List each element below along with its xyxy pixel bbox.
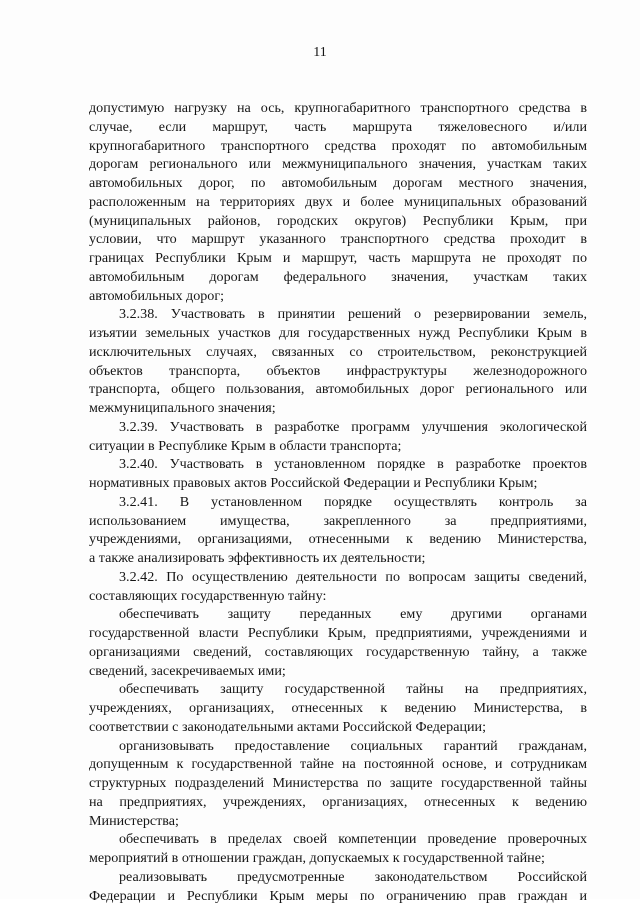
text-line: автомобильных дорог, по автомобильным дорогам местного значения, — [89, 174, 587, 193]
text-line: Федерации и Республики Крым меры по ограничению прав граждан и — [89, 887, 587, 905]
text-line: случае, если маршрут, часть маршрута тяжеловесного и/или — [89, 118, 587, 137]
text-line: структурных подразделений Министерства по защите государственной тайны — [89, 774, 587, 793]
text-line: на предприятиях, учреждениях, организациях, отнесенных к ведению — [89, 793, 587, 812]
text-line: учреждениях, организациях, отнесенных к ведению Министерства, в — [89, 699, 587, 718]
text-line: автомобильным дорогам федерального значения, участкам таких — [89, 268, 587, 287]
text-line: 3.2.38. Участвовать в принятии решений о резервировании земель, — [89, 305, 587, 324]
text-line: 3.2.39. Участвовать в разработке программ улучшения экологической — [89, 418, 587, 437]
text-line: составляющих государственную тайну: — [89, 587, 587, 606]
text-line: крупногабаритного транспортного средства проходят по автомобильным — [89, 137, 587, 156]
text-line: учреждениями, организациями, отнесенными к ведению Министерства, — [89, 530, 587, 549]
text-line: 3.2.42. По осуществлению деятельности по вопросам защиты сведений, — [89, 568, 587, 587]
text-line: ситуации в Республике Крым в области транспорта; — [89, 437, 587, 456]
text-line: 3.2.41. В установленном порядке осуществлять контроль за — [89, 493, 587, 512]
text-line: организациями сведений, составляющих государственную тайну, а также — [89, 643, 587, 662]
text-line: дорогам регионального или межмуниципального значения, участкам таких — [89, 155, 587, 174]
text-line: обеспечивать защиту государственной тайны на предприятиях, — [89, 680, 587, 699]
text-line: исключительных случаях, связанных со строительством, реконструкцией — [89, 343, 587, 362]
text-line: автомобильных дорог; — [89, 287, 587, 306]
text-line: межмуниципального значения; — [89, 399, 587, 418]
text-line: (муниципальных районов, городских округов) Республики Крым, при — [89, 212, 587, 231]
text-line: условии, что маршрут указанного транспортного средства проходит в — [89, 230, 587, 249]
text-line: допустимую нагрузку на ось, крупногабаритного транспортного средства в — [89, 99, 587, 118]
text-line: организовывать предоставление социальных гарантий гражданам, — [89, 737, 587, 756]
text-line: обеспечивать защиту переданных ему другими органами — [89, 605, 587, 624]
text-line: соответствии с законодательными актами Российской Федерации; — [89, 718, 587, 737]
text-line: изъятии земельных участков для государственных нужд Республики Крым в — [89, 324, 587, 343]
text-line: допущенным к государственной тайне на постоянной основе, и сотрудникам — [89, 755, 587, 774]
text-line: границах Республики Крым и маршрут, часть маршрута не проходят по — [89, 249, 587, 268]
text-line: использованием имущества, закрепленного за предприятиями, — [89, 512, 587, 531]
text-line: 3.2.40. Участвовать в установленном порядке в разработке проектов — [89, 455, 587, 474]
text-line: транспорта, общего пользования, автомобильных дорог регионального или — [89, 380, 587, 399]
text-line: мероприятий в отношении граждан, допускаемых к государственной тайне; — [89, 849, 587, 868]
text-line: Министерства; — [89, 812, 587, 831]
text-line: сведений, засекречиваемых ими; — [89, 662, 587, 681]
text-line: обеспечивать в пределах своей компетенции проведение проверочных — [89, 830, 587, 849]
text-line: объектов транспорта, объектов инфраструктуры железнодорожного — [89, 362, 587, 381]
text-line: государственной власти Республики Крым, предприятиями, учреждениями и — [89, 624, 587, 643]
document-body — [89, 99, 587, 905]
text-line: а также анализировать эффективность их деятельности; — [89, 549, 587, 568]
text-line: расположенным на территориях двух и более муниципальных образований — [89, 193, 587, 212]
page-number: 11 — [0, 44, 640, 63]
text-line: нормативных правовых актов Российской Федерации и Республики Крым; — [89, 474, 587, 493]
text-line: реализовывать предусмотренные законодательством Российской — [89, 868, 587, 887]
